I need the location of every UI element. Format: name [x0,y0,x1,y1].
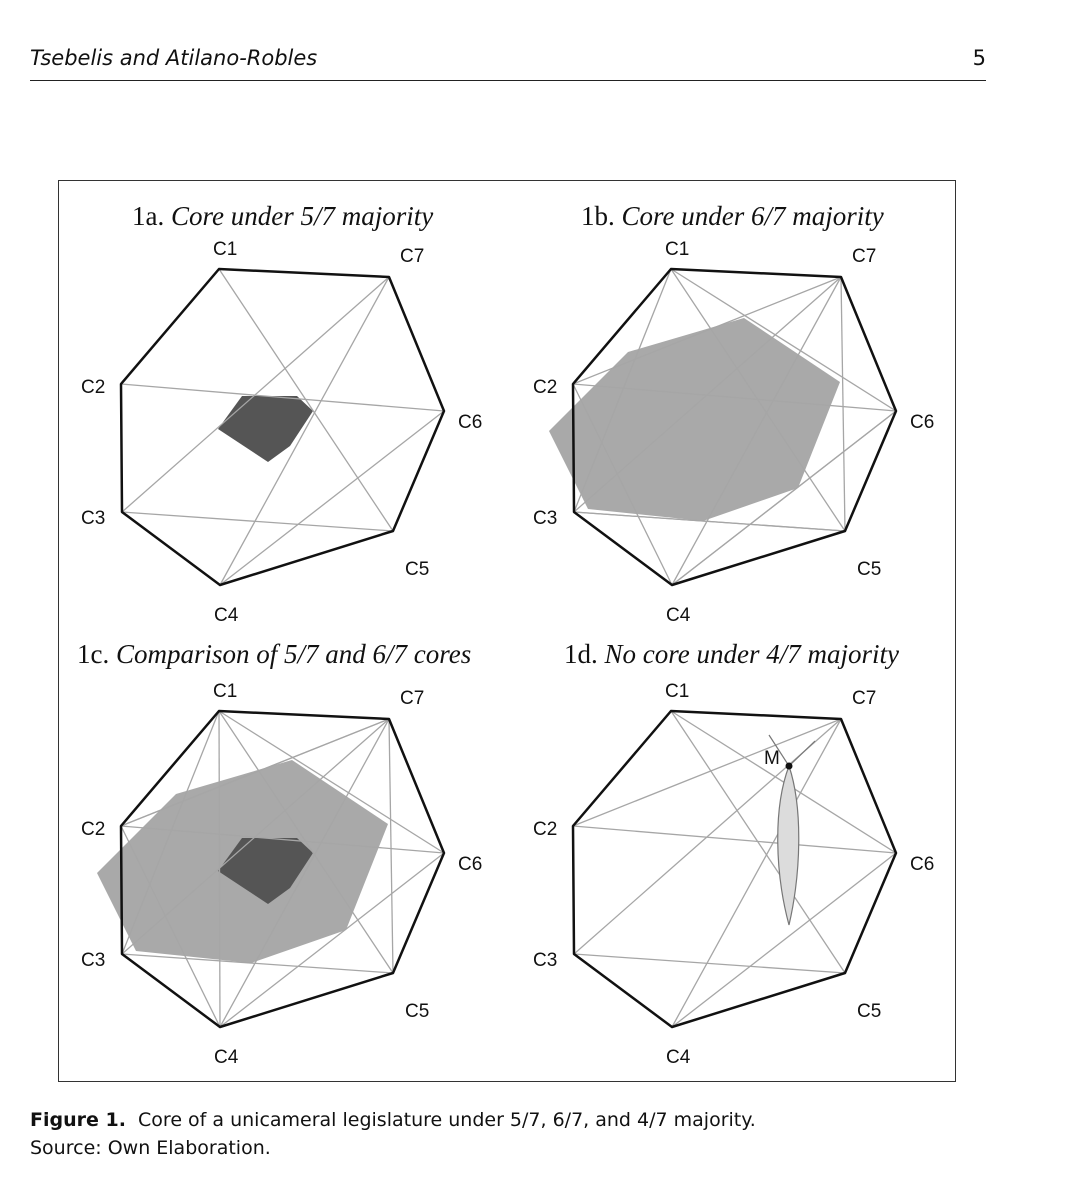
vertex-label-c4: C4 [666,605,691,626]
vertex-label-c5: C5 [857,1001,882,1022]
point-m-marker [786,763,793,770]
running-head [30,46,986,81]
panel-1d [533,639,934,1068]
panel-title-1c: 1c. Comparison of 5/7 and 6/7 cores [77,639,472,669]
vertex-label-c3: C3 [533,950,558,971]
vertex-label-c7: C7 [400,688,425,709]
vertex-label-c3: C3 [81,508,106,529]
vertex-label-c2: C2 [81,819,106,840]
vertex-label-c2: C2 [533,819,558,840]
page-number: 5 [972,46,986,70]
vertex-label-c6: C6 [458,854,483,875]
lens-arc-extension [789,741,815,766]
heptagon-outline [573,711,896,1027]
vertex-label-c1: C1 [213,681,238,702]
vertex-label-c5: C5 [857,559,882,580]
figure-svg [59,181,957,1083]
vertex-labels-1d [533,681,934,1068]
vertex-label-c6: C6 [910,854,935,875]
figure-frame [58,180,956,1082]
running-head-authors: Tsebelis and Atilano-Robles [30,46,318,70]
panel-1a [81,201,482,626]
point-m-label: M [764,748,780,769]
vertex-label-c5: C5 [405,559,430,580]
panel-1b [533,201,934,626]
vertex-label-c5: C5 [405,1001,430,1022]
panel-diagonals [573,711,896,1027]
vertex-label-c7: C7 [852,688,877,709]
vertex-label-c3: C3 [81,950,106,971]
vertex-label-c4: C4 [214,1047,239,1068]
vertex-label-c6: C6 [910,412,935,433]
panel-title-1b: 1b. Core under 6/7 majority [581,201,884,231]
panel-1c [77,639,482,1068]
vertex-label-c2: C2 [81,377,106,398]
vertex-label-c7: C7 [852,246,877,267]
vertex-label-c1: C1 [213,239,238,260]
caption-line [30,1106,1030,1134]
caption-text: Core of a unicameral legislature under 5/7, 6/7, and 4/7 majority. [138,1109,756,1131]
figure-caption [30,1106,1030,1162]
caption-source: Source: Own Elaboration. [30,1137,271,1159]
panel-title-1d: 1d. No core under 4/7 majority [564,639,899,669]
vertex-label-c3: C3 [533,508,558,529]
caption-label: Figure 1. [30,1109,126,1131]
panel-title-1a: 1a. Core under 5/7 majority [132,201,434,231]
core-5-7-area [218,396,313,462]
vertex-label-c4: C4 [214,605,239,626]
vertex-label-c1: C1 [665,239,690,260]
vertex-label-c4: C4 [666,1047,691,1068]
vertex-label-c6: C6 [458,412,483,433]
vertex-label-c7: C7 [400,246,425,267]
vertex-label-c2: C2 [533,377,558,398]
vertex-label-c1: C1 [665,681,690,702]
